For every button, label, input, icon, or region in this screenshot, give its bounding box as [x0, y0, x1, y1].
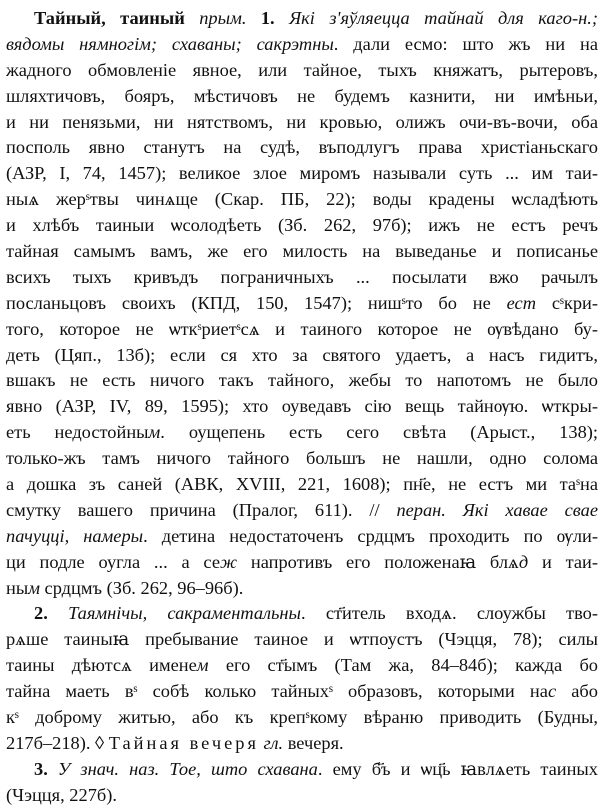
text-segment: срдцмъ (Зб. 262, 96–96б). — [39, 577, 244, 598]
text-segment: того, которое не ѡткˢриетˢсѧ и таиного которое не ѹвѣдано бу- — [6, 318, 598, 339]
text-segment: Тайная вечеря — [108, 732, 259, 753]
text-segment: ест — [506, 292, 537, 313]
text-segment: а дошка зъ саней (АВК, XVIII, 221, 1608); пн҃е, не естъ ми таˢна — [6, 474, 598, 495]
text-segment: Які з'яўляецца тайнай для каго-н.; — [289, 8, 598, 28]
text-segment: и ни пенязьми, ни нятствомъ, ни кровью, олижъ очи-въ-вочи, оба — [6, 111, 598, 132]
text-segment: . ему б҃ъ и ѡц҃ь ꙗвлѧеть таиных — [317, 758, 598, 779]
text-segment: кˢ доброму житью, або къ крепˢкому вѣраню приводить (Будны, — [6, 707, 598, 728]
text-segment: 1. — [260, 8, 275, 28]
text-segment: перан. Які хавае свае — [396, 499, 598, 520]
dictionary-entry — [6, 6, 598, 809]
text-line — [6, 161, 598, 187]
text-segment: всихъ тыхъ кривъдъ пограничныхъ ... посылати вжо рачылъ — [6, 266, 598, 287]
text-segment: ны — [6, 577, 29, 598]
text-segment — [185, 8, 199, 28]
text-segment: тайна маеть вˢ собѣ колько тайныхˢ образовъ, которыми на — [6, 681, 548, 702]
text-segment: ци подле оугла ... а се — [6, 551, 220, 572]
text-segment: таины дѣютсѧ имене — [6, 655, 197, 676]
text-segment: (Чэцця, 227б). — [6, 784, 117, 805]
text-segment: вечеря. — [283, 732, 344, 753]
text-line — [6, 446, 598, 472]
text-segment: . оущепень есть сего свѣта (Арыст., 138); — [160, 422, 598, 443]
text-line — [6, 705, 598, 731]
text-line — [6, 368, 598, 394]
text-segment: вядомы нямногім; схаваны; сакрэтны — [6, 33, 334, 54]
text-segment: 3. — [34, 758, 48, 779]
text-segment: тайная самымъ вамъ, же его милость на выведанье и пописанье — [6, 241, 598, 262]
text-line — [6, 627, 598, 653]
text-segment: У знач. наз. Тое, што схавана — [57, 758, 318, 779]
text-segment: . детина недостаточенъ срдцмъ проходить по ѹли- — [143, 525, 598, 546]
text-line — [6, 58, 598, 84]
text-segment: пачуцці, намеры — [6, 525, 144, 546]
text-segment: и хлѣбъ таиныи ѡсолодѣеть (Зб. 262, 97б); ижъ не естъ речъ — [6, 215, 598, 236]
text-segment: прым. — [199, 8, 247, 28]
text-line — [6, 135, 598, 161]
text-line — [6, 472, 598, 498]
text-line — [6, 653, 598, 679]
text-segment: Тайный, таиный — [34, 8, 185, 28]
text-segment: смутку вашего причина (Пралог, 611). // — [6, 499, 397, 520]
text-segment: м — [148, 422, 161, 443]
text-line — [6, 731, 598, 757]
text-segment: рѧше таиныꙗ пребывание таиное и ѡтпоустъ (Чэцця, 78); силы — [6, 629, 598, 650]
text-line — [6, 679, 598, 705]
text-line — [6, 420, 598, 446]
text-line — [6, 524, 598, 550]
text-line — [6, 757, 598, 783]
text-segment: 2. — [34, 603, 48, 624]
text-line — [6, 187, 598, 213]
text-segment: еть недостойны — [6, 422, 149, 443]
text-segment: деть (Цяп., 13б); если ся хто за святого удаетъ, а насъ гидитъ, — [6, 344, 598, 365]
text-segment: гл. — [263, 732, 284, 753]
text-segment: (АЗР, I, 74, 1457); великое злое миромъ называли суть ... им таи- — [6, 163, 598, 184]
text-segment: явно (АЗР, IV, 89, 1595); хто оуведавъ сію вещь тайнѹю. ѡткры- — [6, 396, 598, 417]
text-segment: або — [556, 681, 598, 702]
text-segment: ныѧ жерˢтвы чинѧще (Скар. ПБ, 22); воды крадены ѡсладѣють — [6, 189, 598, 210]
text-segment: с — [547, 681, 557, 702]
text-segment: 217б–218). ◊ — [6, 732, 109, 753]
text-segment — [246, 8, 260, 28]
text-segment: сˢкри- — [536, 292, 598, 313]
text-line — [6, 239, 598, 265]
text-line — [6, 291, 598, 317]
text-line — [6, 213, 598, 239]
text-segment: . ст҃итель входѧ. слоужбы тво- — [301, 603, 598, 624]
text-line — [6, 576, 598, 602]
text-segment: посланьцовъ своихъ (КПД, 150, 1547); нишˢто бо не — [6, 292, 507, 313]
text-segment: посполь явно станутъ на судѣ, въподлугъ права христіаньскаго — [6, 137, 598, 158]
text-segment: и таи- — [528, 551, 598, 572]
text-segment: шляхтичовъ, бояръ, мѣстичовъ не будемъ казнити, ни имѣньи, — [6, 85, 598, 106]
text-segment: вшакъ не есть ничого такъ тайного, жебы то напотомъ не было — [6, 370, 598, 391]
text-line — [6, 498, 598, 524]
text-line — [6, 550, 598, 576]
text-segment: м — [196, 655, 209, 676]
text-line — [6, 601, 598, 627]
text-line — [6, 783, 598, 809]
text-segment: Таямнічы, сакраментальны — [68, 603, 301, 624]
text-segment: д — [518, 551, 529, 572]
text-segment: ж — [219, 551, 238, 572]
text-line — [6, 110, 598, 136]
text-line — [6, 265, 598, 291]
text-segment: . дали есмо: што жъ ни на — [333, 33, 598, 54]
text-line — [6, 317, 598, 343]
text-line — [6, 32, 598, 58]
text-segment: только-жъ тамъ ничого тайного большъ не нашли, одно солома — [6, 448, 598, 469]
text-line — [6, 6, 598, 32]
text-segment: жадного обмовленіе явное, или тайное, тыхъ княжатъ, рытеровъ, — [6, 59, 598, 80]
text-segment — [275, 8, 289, 28]
text-line — [6, 343, 598, 369]
text-line — [6, 394, 598, 420]
text-segment — [48, 603, 68, 623]
text-segment — [48, 759, 58, 779]
text-segment: напротивъ его положенаꙗ блѧ — [237, 551, 519, 572]
text-segment: м — [28, 577, 40, 598]
text-line — [6, 84, 598, 110]
text-segment: его ст҃ымъ (Там жа, 84–84б); кажда бо — [208, 655, 598, 676]
